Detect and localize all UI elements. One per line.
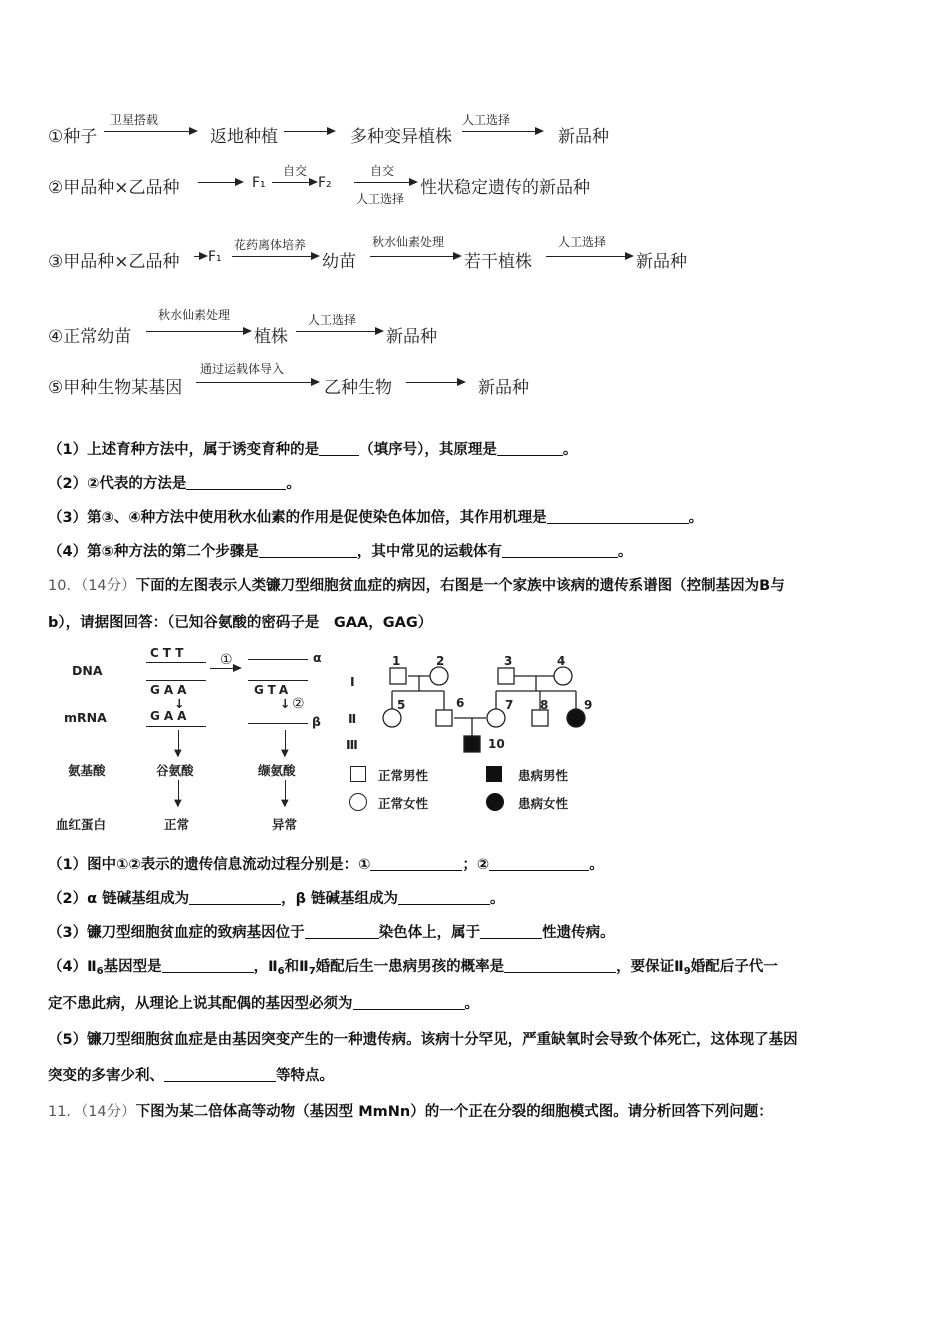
flow5-arrow1 [196,382,318,383]
flow4-end: 新品种 [386,327,437,347]
flow1-arrow2 [284,131,334,132]
q9-sub4-blank1[interactable] [259,543,357,558]
generation-3-label: Ⅲ [346,737,358,752]
dna-bottom-line [146,680,206,681]
flow1-arrow1 [104,131,196,132]
q10-sub3: （3）镰刀型细胞贫血症的致病基因位于 染色体上，属于 性遗传病。 [48,925,615,941]
q9-sub1-blank1[interactable] [319,441,359,456]
flow2-arrow2 [354,182,416,183]
flow1-start: ①种子 [48,127,98,147]
individual-9-affected [567,709,585,727]
q10-sub5-cont: 突变的多害少利、 等特点。 [48,1068,334,1084]
q10-sub2: （2）α 链碱基组成为 ，β 链碱基组成为 。 [48,891,505,907]
id-label-4: 4 [557,654,566,668]
alpha-label: α [313,650,322,665]
legend-affected-male-symbol [486,766,502,782]
flow3-step3: 若干植株 [464,252,532,272]
flow3-arrow3 [546,256,632,257]
flow1-arrow3-label: 人工选择 [462,113,511,127]
q10-sub4-blank3[interactable] [353,995,465,1010]
q10-sub1-blank2[interactable] [489,856,589,871]
flow1-step2: 返地种植 [210,127,278,147]
legend-affected-female-symbol [486,793,504,811]
dna-bottom-strand: GAA [150,683,191,697]
flow2-start: ②甲品种×乙品种 [48,178,180,198]
q10-sub2-blank2[interactable] [398,890,490,905]
flow4-arrow2-label: 人工选择 [308,313,357,327]
q10-sub2-blank1[interactable] [189,890,281,905]
flow5-step2: 乙种生物 [324,378,392,398]
amino-acid-normal: 谷氨酸 [156,763,194,778]
generation-1-label: Ⅰ [350,674,355,689]
flow3-arrow1 [232,256,318,257]
legend-normal-female-symbol [349,793,367,811]
id-label-3: 3 [504,654,513,668]
hemoglobin-abnormal: 异常 [272,817,298,832]
flow1-end: 新品种 [558,127,609,147]
down-arrow-2: ↓ [280,696,291,711]
q10-intro-line2: b），请据图回答：（已知谷氨酸的密码子是 GAA，GAG） [48,615,433,631]
beta-strand-line [248,723,308,724]
flow3-end: 新品种 [636,252,687,272]
id-label-1: 1 [392,654,401,668]
individual-3 [498,668,514,684]
legend-normal-female-label: 正常女性 [378,796,429,811]
flow1-arrow1-label: 卫星搭载 [110,113,159,127]
q10-sub5: （5）镰刀型细胞贫血症是由基因突变产生的一种遗传病。该病十分罕见，严重缺氧时会导致个体死亡，这体现了基因 [48,1032,798,1048]
arrow-beta-aa-head: ▼ [281,748,289,759]
q9-sub3: （3）第③、④种方法中使用秋水仙素的作用是促使染色体加倍，其作用机理是 。 [48,510,704,526]
flow2-arrow1 [272,182,316,183]
id-label-7: 7 [505,698,514,712]
flow5-arrow2 [406,382,464,383]
individual-8 [532,710,548,726]
flow4-step2: 植株 [254,327,288,347]
flow3-start: ③甲品种×乙品种 [48,252,180,272]
flow1-arrow3 [462,131,542,132]
flow3-arrow0 [194,256,206,257]
id-label-6: 6 [456,696,465,710]
flow2-arrow2-bottom-label: 人工选择 [356,192,405,206]
alpha-strand-line [248,659,308,660]
q10-sub3-blank1[interactable] [305,924,379,939]
flow4-arrow1 [146,331,250,332]
id-label-5: 5 [397,698,406,712]
flow2-arrow0 [198,182,242,183]
id-label-8: 8 [540,698,549,712]
q11-number: 11． [48,1104,81,1120]
id-label-2: 2 [436,654,445,668]
flow3-step2: 幼苗 [322,252,356,272]
row-label-dna: DNA [72,663,103,678]
q9-sub4: （4）第⑤种方法的第二个步骤是 ，其中常见的运载体有 。 [48,544,633,560]
flow4-arrow1-label: 秋水仙素处理 [158,308,231,322]
hemoglobin-normal: 正常 [164,817,190,832]
legend-affected-female-label: 患病女性 [518,796,569,811]
q9-sub1-blank2[interactable] [497,441,563,456]
q11-intro: 11．（14分）下图为某二倍体高等动物（基因型 MmNn）的一个正在分裂的细胞模式图。请分析回答下列问题： [48,1104,773,1120]
flow3-arrow3-label: 人工选择 [558,235,607,249]
beta-label: β [312,714,321,729]
id-label-9: 9 [584,698,593,712]
dna-top-line [146,662,206,663]
row-label-mrna: mRNA [64,710,107,725]
legend-normal-male-symbol [350,766,366,782]
mutation-arrow [210,668,240,669]
q9-sub1: （1）上述育种方法中，属于诱变育种的是 （填序号），其原理是 。 [48,442,578,458]
q10-sub4-blank1[interactable] [162,958,254,973]
individual-7 [487,709,505,727]
flow3-arrow2 [370,256,460,257]
down-arrow-1: ↓ [174,696,185,711]
flow1-step3: 多种变异植株 [350,127,452,147]
id-label-10: 10 [488,737,505,751]
legend-affected-male-label: 患病男性 [518,768,569,783]
q10-sub1: （1）图中①②表示的遗传信息流动过程分别是：① ；② 。 [48,857,604,873]
q10-intro-line1: 10．（14分）下面的左图表示人类镰刀型细胞贫血症的病因，右图是一个家族中该病的遗传系谱图（控制基因为B与 [48,578,785,594]
dna-top-strand: CTT [150,646,188,660]
flow2-f2: F₂ [318,175,332,191]
arrow-aa-hb-mutant-head: ▼ [281,798,289,809]
individual-6 [436,710,452,726]
q9-sub3-blank1[interactable] [547,509,689,524]
q10-sub1-blank1[interactable] [370,856,462,871]
mrna-sequence: GAA [150,709,191,723]
row-label-hemoglobin: 血红蛋白 [56,817,107,832]
flow5-arrow1-label: 通过运载体导入 [200,362,285,376]
flow3-arrow2-label: 秋水仙素处理 [372,235,445,249]
flow2-arrow2-top-label: 自交 [370,164,395,178]
flow2-end: 性状稳定遗传的新品种 [420,178,590,198]
step-1-marker: ① [220,652,233,668]
individual-1 [390,668,406,684]
legend-normal-male-label: 正常男性 [378,768,429,783]
q10-sub4: $(4)Ⅱ_6$基因型是 ，$Ⅱ_6$和$Ⅱ_7$婚配后生一患病男孩的概率是 ，要保证$Ⅱ_9$婚配后子代一 [48,959,778,977]
row-label-amino-acid: 氨基酸 [68,763,106,778]
mutant-strand-sequence: GTA [254,683,293,697]
mutant-strand-line [248,680,308,681]
flow5-start: ⑤甲种生物某基因 [48,378,183,398]
step-2-marker: ② [292,696,305,712]
q10-sub4-blank2[interactable] [504,958,616,973]
pedigree-svg [370,650,610,760]
amino-acid-mutant: 缬氨酸 [258,763,296,778]
q10-sub4-cont: 定不患此病，从理论上说其配偶的基因型必须为 。 [48,996,479,1012]
individual-4 [554,667,572,685]
q10-sub5-blank1[interactable] [164,1067,276,1082]
arrow-aa-hb-head: ▼ [174,798,182,809]
flow3-f1: F₁ [208,249,222,265]
flow5-end: 新品种 [478,378,529,398]
q9-sub4-blank2[interactable] [502,543,618,558]
q10-number: 10． [48,578,81,594]
flow4-start: ④正常幼苗 [48,327,132,347]
q10-score: （14分） [80,578,136,594]
q11-score: （14分） [80,1104,136,1120]
q9-sub2: （2）②代表的方法是 。 [48,476,301,492]
individual-10-affected [464,736,480,752]
q9-sub2-blank1[interactable] [186,475,286,490]
flow2-f1: F₁ [252,175,266,191]
generation-2-label: Ⅱ [348,711,357,726]
individual-2 [430,667,448,685]
arrow-mrna-aa-head: ▼ [174,748,182,759]
flow3-arrow1-label: 花药离体培养 [234,238,307,252]
flow4-arrow2 [296,331,382,332]
mrna-line [146,726,206,727]
q10-sub3-blank2[interactable] [480,924,542,939]
flow2-arrow1-label: 自交 [283,164,308,178]
